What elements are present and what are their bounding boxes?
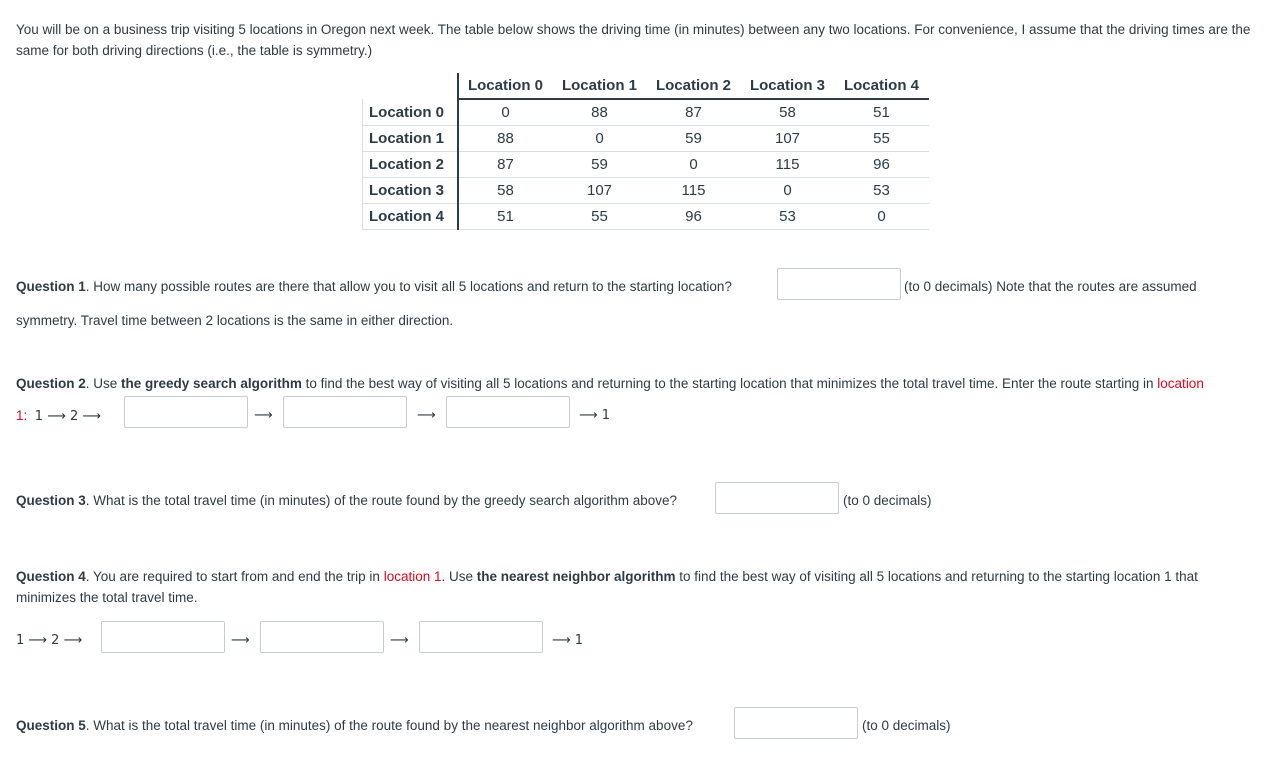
table-cell: 0 bbox=[553, 126, 647, 152]
question-2-route-prefix: 1 ⟶ 2 ⟶ bbox=[34, 409, 102, 424]
question-4-start-location: location 1 bbox=[383, 569, 442, 584]
question-4-step-3-input[interactable] bbox=[101, 621, 225, 653]
question-2-route-row bbox=[16, 406, 101, 427]
question-4-prompt-b: . Use bbox=[441, 569, 477, 584]
question-1-suffix: (to 0 decimals) Note that the routes are assumed bbox=[904, 279, 1197, 294]
table-header-row bbox=[363, 73, 929, 99]
table-cell: 107 bbox=[553, 178, 647, 204]
table-row bbox=[363, 204, 929, 230]
row-header: Location 0 bbox=[363, 99, 458, 126]
column-header: Location 3 bbox=[741, 73, 835, 99]
row-header: Location 3 bbox=[363, 178, 458, 204]
question-2-step-5-input[interactable] bbox=[446, 396, 570, 428]
table-cell: 87 bbox=[647, 99, 741, 126]
question-2-prompt-b: to find the best way of visiting all 5 locations and returning to the starting location that minimizes the total travel time. Enter the route starting in bbox=[301, 376, 1158, 391]
question-1-text bbox=[16, 277, 732, 297]
table-cell: 51 bbox=[835, 99, 929, 126]
table-cell: 88 bbox=[458, 126, 553, 152]
table-row bbox=[363, 126, 929, 152]
question-1-continuation: symmetry. Travel time between 2 locations is the same in either direction. bbox=[16, 313, 454, 328]
table-cell: 0 bbox=[647, 152, 741, 178]
table-cell: 115 bbox=[741, 152, 835, 178]
table-cell: 58 bbox=[458, 178, 553, 204]
question-2-route-end: ⟶ 1 bbox=[579, 408, 611, 423]
table-cell: 0 bbox=[741, 178, 835, 204]
question-4-route-end: ⟶ 1 bbox=[552, 633, 584, 648]
table-corner bbox=[363, 73, 458, 99]
question-5-text bbox=[16, 716, 693, 736]
question-4-prompt-a: . You are required to start from and end the trip in bbox=[85, 569, 384, 584]
question-3-text bbox=[16, 491, 677, 511]
question-1-prompt: . How many possible routes are there that allow you to visit all 5 locations and return to the starting location? bbox=[85, 279, 732, 294]
question-2-algorithm: the greedy search algorithm bbox=[121, 376, 302, 391]
column-header: Location 4 bbox=[835, 73, 929, 99]
column-header: Location 1 bbox=[553, 73, 647, 99]
route-arrow: ⟶ bbox=[417, 408, 436, 423]
question-2-location-word: location bbox=[1157, 376, 1204, 391]
question-4-step-5-input[interactable] bbox=[419, 621, 543, 653]
question-2-label: Question 2 bbox=[16, 376, 86, 391]
question-4-algorithm: the nearest neighbor algorithm bbox=[476, 569, 676, 584]
table-cell: 0 bbox=[458, 99, 553, 126]
question-1-answer-input[interactable] bbox=[777, 268, 901, 300]
table-cell: 53 bbox=[835, 178, 929, 204]
route-arrow: ⟶ bbox=[231, 633, 250, 648]
table-cell: 53 bbox=[741, 204, 835, 230]
intro-text: You will be on a business trip visiting 5 locations in Oregon next week. The table below shows the driving time (in minutes) between any two locations. For convenience, I assume that the driving times are the same for both driving directions (i.e., the table is symmetry.) bbox=[16, 22, 1251, 58]
row-header: Location 1 bbox=[363, 126, 458, 152]
table-cell: 96 bbox=[647, 204, 741, 230]
question-3-prompt: . What is the total travel time (in minutes) of the route found by the greedy search algorithm above? bbox=[85, 493, 678, 508]
question-4-text bbox=[16, 567, 1198, 587]
column-header: Location 0 bbox=[458, 73, 553, 99]
table-row bbox=[363, 99, 929, 126]
column-header: Location 2 bbox=[647, 73, 741, 99]
question-5-suffix: (to 0 decimals) bbox=[862, 718, 951, 733]
question-5-answer-input[interactable] bbox=[734, 707, 858, 739]
question-3-label: Question 3 bbox=[16, 493, 86, 508]
table-cell: 55 bbox=[835, 126, 929, 152]
driving-time-table bbox=[362, 73, 929, 230]
question-4-continuation: minimizes the total travel time. bbox=[16, 590, 198, 605]
question-4-prompt-c: to find the best way of visiting all 5 locations and returning to the starting location 1 that bbox=[675, 569, 1198, 584]
row-header: Location 4 bbox=[363, 204, 458, 230]
question-2-step-3-input[interactable] bbox=[124, 396, 248, 428]
table-cell: 58 bbox=[741, 99, 835, 126]
table-cell: 59 bbox=[647, 126, 741, 152]
row-header: Location 2 bbox=[363, 152, 458, 178]
question-3-suffix: (to 0 decimals) bbox=[843, 493, 932, 508]
question-2-location-number: 1 bbox=[16, 408, 24, 423]
question-4-route-prefix: 1 ⟶ 2 ⟶ bbox=[16, 633, 83, 648]
question-2-colon: : bbox=[23, 408, 28, 423]
table-cell: 96 bbox=[835, 152, 929, 178]
question-5-prompt: . What is the total travel time (in minutes) of the route found by the nearest neighbor algorithm above? bbox=[85, 718, 693, 733]
table-cell: 87 bbox=[458, 152, 553, 178]
question-4-step-4-input[interactable] bbox=[260, 621, 384, 653]
table-cell: 0 bbox=[835, 204, 929, 230]
table-cell: 51 bbox=[458, 204, 553, 230]
question-5-label: Question 5 bbox=[16, 718, 86, 733]
question-2-prompt-a: . Use bbox=[85, 376, 122, 391]
table-row bbox=[363, 152, 929, 178]
table-row bbox=[363, 178, 929, 204]
route-arrow: ⟶ bbox=[390, 633, 409, 648]
question-4-label: Question 4 bbox=[16, 569, 86, 584]
question-2-text bbox=[16, 374, 1204, 394]
table-cell: 59 bbox=[553, 152, 647, 178]
table-cell: 107 bbox=[741, 126, 835, 152]
question-1-label: Question 1 bbox=[16, 279, 86, 294]
question-2-step-4-input[interactable] bbox=[283, 396, 407, 428]
question-3-answer-input[interactable] bbox=[715, 482, 839, 514]
table-cell: 88 bbox=[553, 99, 647, 126]
table-cell: 115 bbox=[647, 178, 741, 204]
route-arrow: ⟶ bbox=[254, 408, 273, 423]
table-cell: 55 bbox=[553, 204, 647, 230]
